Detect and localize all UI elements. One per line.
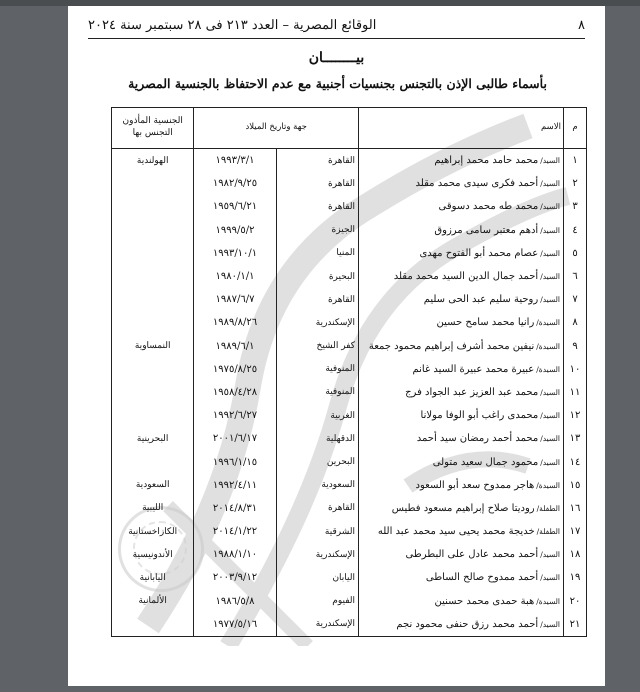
document-subtitle: بأسماء طالبى الإذن بالتجنس بجنسيات أجنبية مع عدم الاحتفاظ بالجنسية المصرية: [128, 76, 547, 91]
row-birth-date: ١٩٩٣/١٠/١: [194, 242, 276, 265]
row-nationality: الألمانية: [112, 590, 194, 613]
row-number: ٩: [564, 335, 587, 358]
table-row: [112, 543, 587, 566]
row-number: ٨: [564, 311, 587, 334]
row-name: هبة حمدى محمد حسنين: [434, 595, 535, 607]
row-birth-date: ١٩٨٠/١/١: [194, 265, 276, 288]
table-header-row: [112, 108, 587, 149]
row-title: السيد/: [540, 295, 560, 305]
row-name-cell: [359, 219, 564, 242]
row-nationality: [112, 242, 194, 265]
row-birth-date: ١٩٨٧/٦/٧: [194, 288, 276, 311]
row-title: السيدة/: [536, 318, 560, 328]
row-title: السيد/: [540, 202, 560, 212]
row-name: هاجر ممدوح سعد أبو السعود: [415, 479, 535, 491]
row-birth-date: ١٩٩٦/١/١٥: [194, 450, 276, 473]
row-birth-date: ١٩٨٩/٦/١: [194, 335, 276, 358]
row-name-cell: [359, 427, 564, 450]
row-title: السيدة/: [536, 364, 560, 374]
row-nationality: السعودية: [112, 474, 194, 497]
row-name: أحمد جمال الدين السيد محمد مقلد: [393, 271, 539, 283]
row-title: السيد/: [540, 387, 560, 397]
table-row: [112, 450, 587, 473]
row-birth-place: المنوفية: [276, 358, 358, 381]
row-nationality: النمساوية: [112, 335, 194, 358]
row-nationality: الليبية: [112, 497, 194, 520]
row-birth-place: الشرقية: [276, 520, 358, 543]
table-row: [112, 311, 587, 334]
row-number: ٧: [564, 288, 587, 311]
row-title: السيد/: [540, 573, 560, 583]
row-nationality: الأندونيسية: [112, 543, 194, 566]
row-title: السيد/: [540, 434, 560, 444]
row-name: أحمد محمد عادل على البطرطى: [405, 549, 539, 561]
row-name-cell: [359, 520, 564, 543]
row-nationality: [112, 358, 194, 381]
row-number: ٢٠: [564, 590, 587, 613]
row-name: محمد حامد محمد إبراهيم: [434, 155, 539, 167]
row-birth-place: الإسكندرية: [276, 311, 358, 334]
row-name-cell: [359, 195, 564, 218]
row-title: السيدة/: [536, 480, 560, 490]
row-birth-place: القاهرة: [276, 288, 358, 311]
row-birth-place: الدقهلية: [276, 427, 358, 450]
row-name-cell: [359, 358, 564, 381]
row-name-cell: [359, 450, 564, 473]
row-number: ١١: [564, 381, 587, 404]
table-row: [112, 427, 587, 450]
row-name: محمد أحمد رمضان سيد أحمد: [416, 433, 539, 445]
row-number: ٦: [564, 265, 587, 288]
table-row: [112, 219, 587, 242]
row-name-cell: [359, 404, 564, 427]
table-row: [112, 149, 587, 173]
row-birth-place: البحيرة: [276, 265, 358, 288]
row-nationality: [112, 404, 194, 427]
row-birth-date: ٢٠٠١/٦/١٧: [194, 427, 276, 450]
row-birth-place: الجيزة: [276, 219, 358, 242]
row-name: محمد طه محمد دسوقى: [438, 201, 539, 213]
row-name: محمود جمال سعيد متولى: [432, 456, 539, 468]
row-name-cell: [359, 335, 564, 358]
row-name-cell: [359, 149, 564, 173]
row-title: السيد/: [540, 156, 560, 166]
table-row: [112, 195, 587, 218]
row-birth-date: ١٩٥٩/٦/٢١: [194, 195, 276, 218]
row-number: ١: [564, 149, 587, 173]
row-birth-place: القاهرة: [276, 149, 358, 173]
row-name: أحمد ممدوح صالح الساطى: [425, 572, 539, 584]
row-birth-date: ١٩٨٢/٩/٢٥: [194, 172, 276, 195]
row-title: السيد/: [540, 179, 560, 189]
row-nationality: [112, 195, 194, 218]
row-birth-place: الإسكندرية: [276, 543, 358, 566]
table-row: [112, 242, 587, 265]
page-number: ٨: [578, 17, 585, 33]
row-birth-date: ١٩٨٩/٨/٢٦: [194, 311, 276, 334]
table-row: [112, 288, 587, 311]
row-birth-place: الفيوم: [276, 590, 358, 613]
row-number: ٢: [564, 172, 587, 195]
table-row: [112, 566, 587, 589]
row-birth-date: ٢٠٠٣/٩/١٢: [194, 566, 276, 589]
row-name: محمد عبد العزيز عبد الجواد فرج: [405, 386, 539, 398]
row-number: ٢١: [564, 613, 587, 637]
row-birth-place: القاهرة: [276, 497, 358, 520]
row-nationality: [112, 265, 194, 288]
row-nationality: [112, 613, 194, 637]
row-nationality: [112, 288, 194, 311]
row-birth-place: المنيا: [276, 242, 358, 265]
row-birth-date: ٢٠١٤/٨/٣١: [194, 497, 276, 520]
row-number: ١٤: [564, 450, 587, 473]
row-number: ١٣: [564, 427, 587, 450]
row-birth-date: ١٩٧٧/٥/١٦: [194, 613, 276, 637]
table-row: [112, 404, 587, 427]
row-title: السيد/: [540, 550, 560, 560]
row-name: نيفين محمد أشرف إبراهيم محمود جمعة: [368, 340, 535, 352]
row-name-cell: [359, 497, 564, 520]
row-name: خديجة محمد يحيى سيد محمد عبد الله: [377, 526, 535, 538]
row-nationality: اليابانية: [112, 566, 194, 589]
row-number: ٥: [564, 242, 587, 265]
row-birth-date: ١٩٩٢/٦/٢٧: [194, 404, 276, 427]
row-birth-place: القاهرة: [276, 172, 358, 195]
row-birth-place: السعودية: [276, 474, 358, 497]
row-nationality: [112, 381, 194, 404]
row-number: ٤: [564, 219, 587, 242]
row-nationality: [112, 219, 194, 242]
row-number: ١٥: [564, 474, 587, 497]
row-title: الطفلة/: [536, 527, 560, 537]
row-title: السيد/: [540, 225, 560, 235]
row-name-cell: [359, 172, 564, 195]
row-nationality: [112, 311, 194, 334]
row-name-cell: [359, 265, 564, 288]
issue-line: الوقائع المصرية – العدد ٢١٣ فى ٢٨ سبتمبر سنة ٢٠٢٤: [88, 17, 377, 33]
row-nationality: الهولندية: [112, 149, 194, 173]
row-nationality: [112, 450, 194, 473]
row-name: محمدى راغب أبو الوفا مولانا: [420, 410, 539, 422]
row-name-cell: [359, 590, 564, 613]
row-name-cell: [359, 288, 564, 311]
row-name: أحمد فكرى سيدى محمد مقلد: [415, 178, 539, 190]
col-header-num: م: [564, 108, 587, 149]
row-name: روديتا صلاح إبراهيم مسعود فطيس: [391, 502, 535, 514]
row-birth-date: ١٩٥٨/٤/٢٨: [194, 381, 276, 404]
table-row: [112, 358, 587, 381]
row-birth-place: كفر الشيخ: [276, 335, 358, 358]
row-title: السيد/: [540, 411, 560, 421]
row-name: أدهم معتبر سامى مرزوق: [434, 224, 539, 236]
row-birth-date: ١٩٨٦/٥/٨: [194, 590, 276, 613]
row-nationality: البحرينية: [112, 427, 194, 450]
row-name: عبيرة محمد عبيرة السيد غانم: [412, 363, 535, 375]
table-row: [112, 497, 587, 520]
row-birth-place: القاهرة: [276, 195, 358, 218]
row-name: روحية سليم عبد الحى سليم: [423, 294, 539, 306]
row-title: السيد/: [540, 619, 560, 629]
row-title: السيدة/: [536, 596, 560, 606]
row-number: ١٩: [564, 566, 587, 589]
row-birth-date: ١٩٨٨/١/١٠: [194, 543, 276, 566]
row-name-cell: [359, 474, 564, 497]
table-row: [112, 613, 587, 637]
row-number: ١٢: [564, 404, 587, 427]
col-header-name: الاسم: [359, 108, 564, 149]
row-title: السيد/: [540, 272, 560, 282]
row-title: السيد/: [540, 457, 560, 467]
row-birth-place: اليابان: [276, 566, 358, 589]
page-header: [88, 12, 585, 38]
col-header-birth: جهة وتاريخ الميلاد: [194, 108, 359, 149]
table-row: [112, 265, 587, 288]
row-number: ١٦: [564, 497, 587, 520]
row-name-cell: [359, 543, 564, 566]
table-row: [112, 590, 587, 613]
row-title: السيد/: [540, 248, 560, 258]
row-name: رانيا محمد سامح حسين: [436, 317, 535, 329]
row-number: ١٨: [564, 543, 587, 566]
row-birth-place: البحرين: [276, 450, 358, 473]
table-row: [112, 474, 587, 497]
col-header-nationality: الجنسية المأذون التجنس بها: [112, 108, 194, 149]
table-row: [112, 335, 587, 358]
row-name-cell: [359, 381, 564, 404]
table-row: [112, 172, 587, 195]
row-number: ٣: [564, 195, 587, 218]
row-name-cell: [359, 242, 564, 265]
table-row: [112, 381, 587, 404]
row-birth-place: الإسكندرية: [276, 613, 358, 637]
row-name: عصام محمد أبو الفتوح مهدى: [419, 247, 539, 259]
row-nationality: [112, 172, 194, 195]
row-birth-date: ٢٠١٤/١/٢٢: [194, 520, 276, 543]
document-page: [68, 6, 605, 686]
row-birth-date: ١٩٩٩/٥/٢: [194, 219, 276, 242]
row-name-cell: [359, 311, 564, 334]
row-name-cell: [359, 566, 564, 589]
table-row: [112, 520, 587, 543]
header-divider: [88, 38, 585, 39]
row-title: الطفلة/: [536, 503, 560, 513]
row-birth-date: ١٩٧٥/٨/٢٥: [194, 358, 276, 381]
row-birth-date: ١٩٩٣/٣/١: [194, 149, 276, 173]
row-birth-place: الغربية: [276, 404, 358, 427]
row-birth-date: ١٩٩٢/٤/١١: [194, 474, 276, 497]
row-number: ١٠: [564, 358, 587, 381]
row-name: أحمد محمد رزق حنفى محمود نجم: [396, 618, 539, 630]
row-title: السيدة/: [536, 341, 560, 351]
row-birth-place: المنوفية: [276, 381, 358, 404]
naturalization-table: [111, 107, 587, 637]
row-name-cell: [359, 613, 564, 637]
row-nationality: الكازاخستانية: [112, 520, 194, 543]
row-number: ١٧: [564, 520, 587, 543]
document-title: بيــــــــان: [308, 50, 365, 66]
